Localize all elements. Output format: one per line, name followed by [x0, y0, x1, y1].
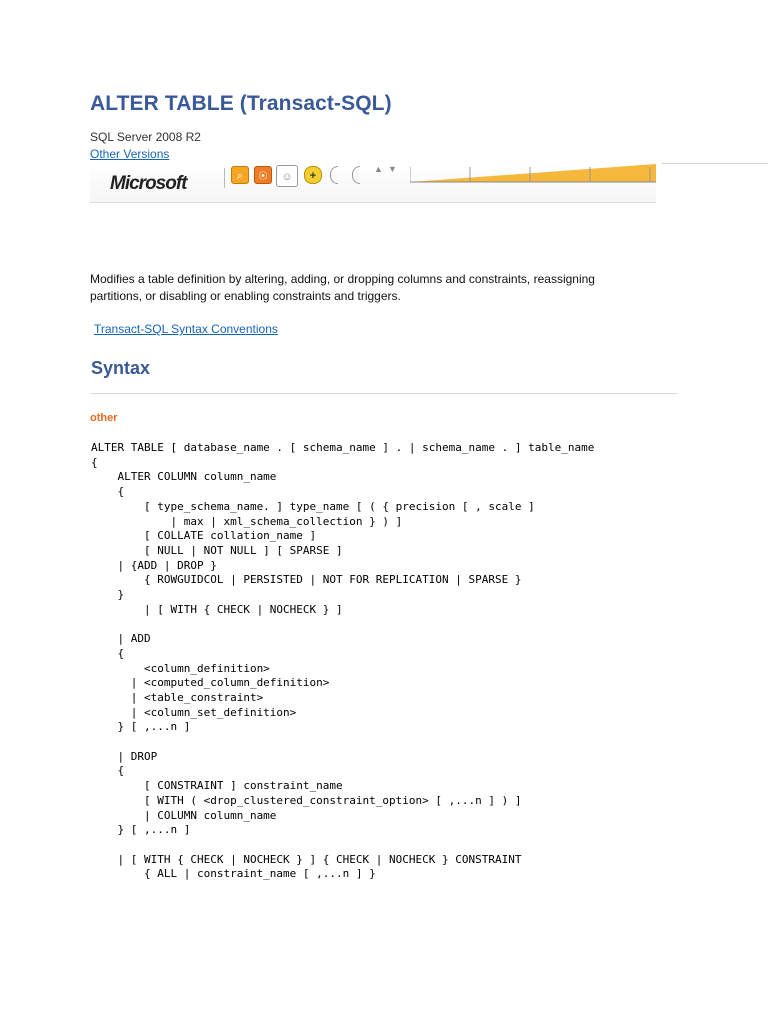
other-versions-link[interactable]: Other Versions: [90, 147, 170, 161]
rss-icon[interactable]: ⦿: [254, 166, 272, 184]
syntax-code-block: ALTER TABLE [ database_name . [ schema_name ] . | schema_name . ] table_name { ALTER COLUMN column_name { [ type_schema_name. ] type_name [ ( { precision [ , scale ] | max | xml_schema_collection } ) ] [ COLLATE collation_name ] [ NULL | NOT NULL ] [ SPARSE ] | {ADD | DROP } { ROWGUIDCOL | PERSISTED | NOT FOR REPLICATION | SPARSE } } | [ WITH { CHECK | NOCHECK } ] | ADD { <column_definition> | <computed_column_definition> | <table_constraint> | <column_set_definition> } [ ,...n ] | DROP { [ CONSTRAINT ] constraint_name [ WITH ( <drop_clustered_constraint_option> [ ,...n ] ) ] | COLUMN column_name } [ ,...n ] | [ WITH { CHECK | NOCHECK } ] { CHECK | NOCHECK } CONSTRAINT { ALL | constraint_name [ ,...n ] }: [91, 441, 595, 881]
product-version: SQL Server 2008 R2: [90, 130, 201, 144]
top-right-divider: [662, 163, 768, 164]
toolbar: [90, 164, 656, 203]
section-divider: [90, 393, 678, 394]
code-language-label: other: [90, 412, 118, 424]
syntax-conventions-link[interactable]: Transact-SQL Syntax Conventions: [94, 322, 278, 336]
rating-bar-icon[interactable]: [410, 164, 656, 184]
bracket-icon[interactable]: [330, 166, 338, 184]
comment-icon[interactable]: +: [304, 166, 322, 184]
toolbar-separator: [224, 168, 225, 188]
page-title: ALTER TABLE (Transact-SQL): [90, 92, 392, 115]
up-arrow-icon[interactable]: ▲: [374, 164, 383, 174]
syntax-heading: Syntax: [91, 358, 151, 378]
microsoft-logo: Microsoft: [110, 173, 187, 194]
down-arrow-icon[interactable]: ▼: [388, 164, 397, 174]
person-icon[interactable]: ☺: [276, 165, 298, 187]
bracket-icon[interactable]: [352, 166, 360, 184]
page-description: Modifies a table definition by altering, adding, or dropping columns and constraints, reassigning partitions, or disabling or enabling constraints and triggers.: [90, 272, 595, 303]
search-icon[interactable]: ⌕: [231, 166, 249, 184]
